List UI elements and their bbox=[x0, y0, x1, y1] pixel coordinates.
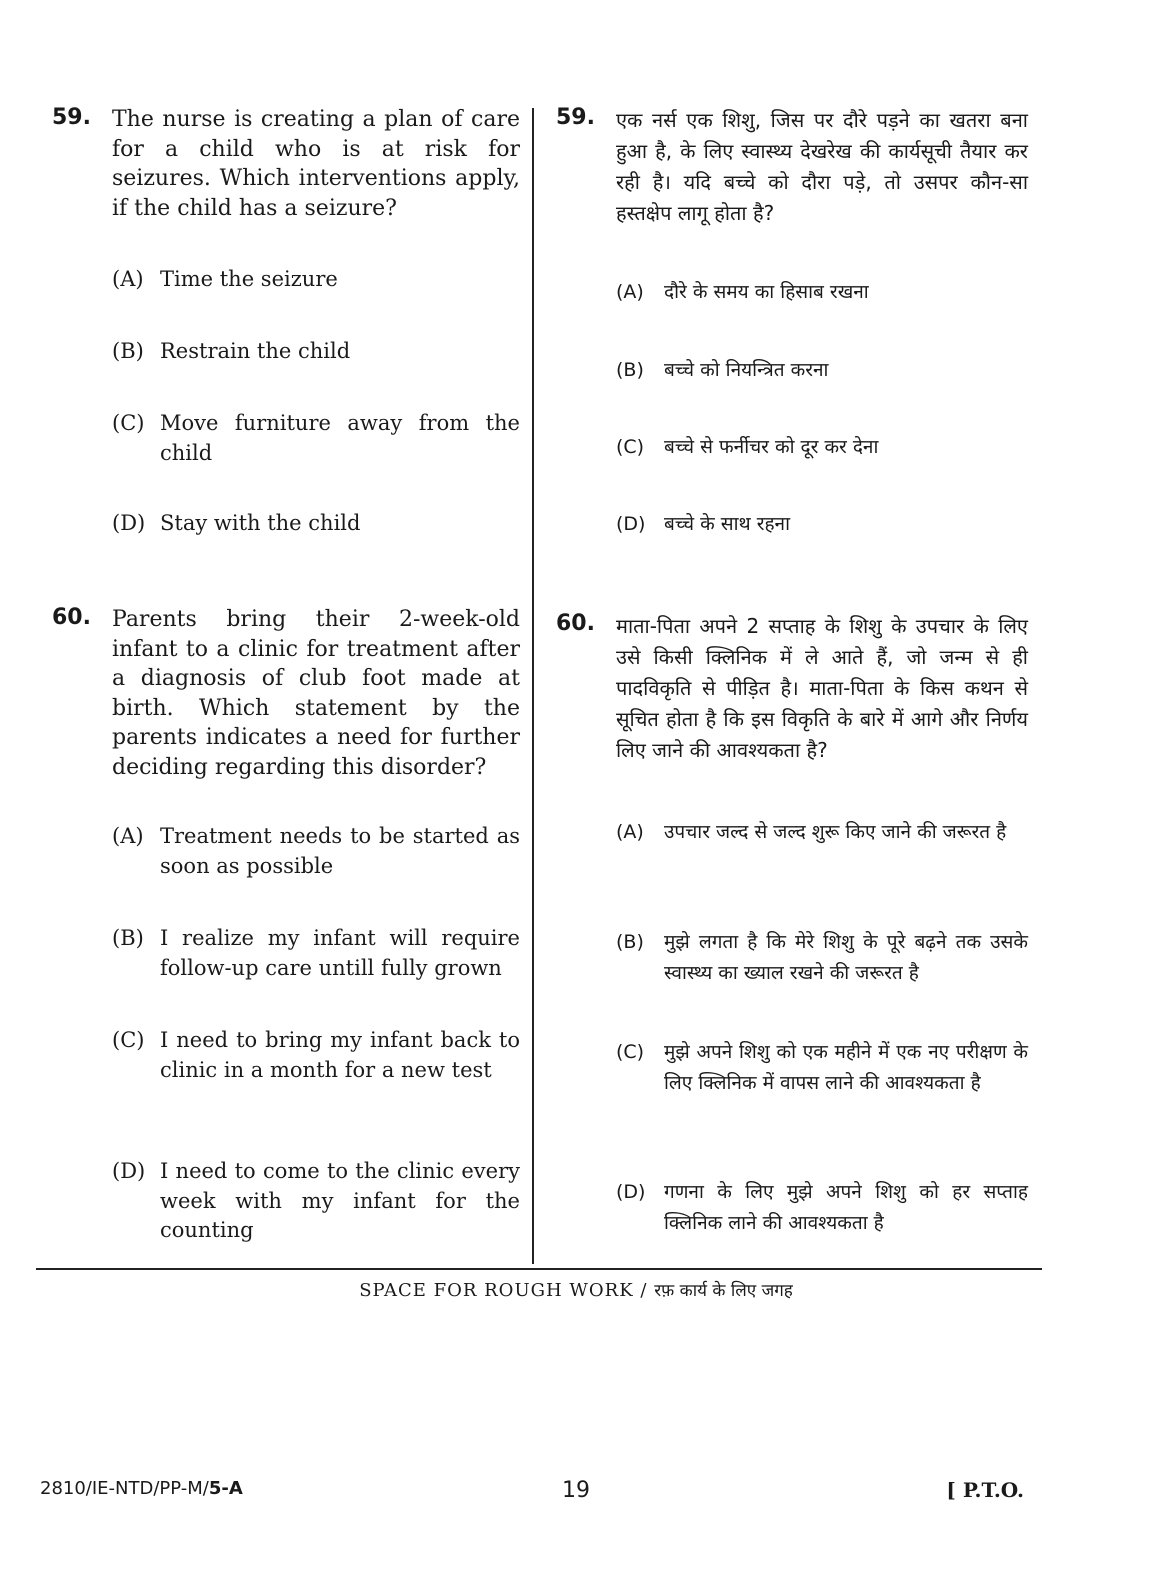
option-text: दौरे के समय का हिसाब रखना bbox=[664, 281, 869, 303]
option-59-a-hi bbox=[616, 277, 1028, 308]
option-59-a-en bbox=[112, 265, 520, 295]
option-label: (C) bbox=[616, 436, 645, 458]
option-59-d-hi bbox=[616, 509, 1028, 540]
option-label: (C) bbox=[112, 1028, 145, 1052]
option-label: (A) bbox=[112, 824, 144, 848]
option-59-d-en bbox=[112, 509, 520, 539]
option-60-c-hi bbox=[616, 1037, 1028, 1099]
rough-work-heading bbox=[0, 1278, 1152, 1301]
option-label: (A) bbox=[616, 821, 644, 843]
option-label: (A) bbox=[616, 281, 644, 303]
option-label: (B) bbox=[112, 926, 144, 950]
option-label: (B) bbox=[616, 931, 644, 953]
option-text: मुझे अपने शिशु को एक महीने में एक नए परीक्षण के लिए क्लिनिक में वापस लाने की आवश्यकता है bbox=[664, 1041, 1028, 1094]
question-number: 60. bbox=[52, 605, 91, 630]
column-divider bbox=[532, 108, 534, 1264]
rough-work-hindi: रफ़ कार्य के लिए जगह bbox=[654, 1281, 793, 1301]
option-label: (D) bbox=[112, 1159, 146, 1183]
option-text: I realize my infant will require follow-up care untill fully grown bbox=[160, 926, 520, 980]
option-60-c-en bbox=[112, 1026, 520, 1085]
question-number: 59. bbox=[556, 105, 595, 130]
option-text: Move furniture away from the child bbox=[160, 411, 520, 465]
option-label: (B) bbox=[616, 359, 644, 381]
question-number: 60. bbox=[556, 611, 595, 636]
question-text: एक नर्स एक शिशु, जिस पर दौरे पड़ने का खतरा बना हुआ है, के लिए स्वास्थ्य देखरेख की कार्यसूची तैयार कर रही है। यदि बच्चे को दौरा पड़े, तो उसपर कौन-सा हस्तक्षेप लागू होता है? bbox=[616, 108, 1028, 225]
option-text: Stay with the child bbox=[160, 511, 361, 535]
booklet-code-series: 5-A bbox=[208, 1478, 243, 1499]
option-60-d-en bbox=[112, 1157, 520, 1246]
option-59-b-en bbox=[112, 337, 520, 367]
option-60-a-en bbox=[112, 822, 520, 881]
option-60-b-hi bbox=[616, 927, 1028, 989]
option-text: मुझे लगता है कि मेरे शिशु के पूरे बढ़ने तक उसके स्वास्थ्य का ख्याल रखने की जरूरत है bbox=[664, 931, 1028, 984]
option-59-c-hi bbox=[616, 432, 1028, 463]
option-label: (C) bbox=[112, 411, 145, 435]
rough-work-divider bbox=[36, 1268, 1042, 1270]
page-number: 19 bbox=[562, 1478, 590, 1503]
please-turn-over: [ P.T.O. bbox=[946, 1478, 1024, 1502]
question-text: माता-पिता अपने 2 सप्ताह के शिशु के उपचार के लिए उसे किसी क्लिनिक में ले आते हैं, जो जन्म से ही पादविकृति से पीड़ित है। माता-पिता के किस कथन से सूचित होता है कि इस विकृति के बारे में आगे और निर्णय लिए जाने की आवश्यकता है? bbox=[616, 614, 1028, 762]
rough-work-english: SPACE FOR ROUGH WORK bbox=[359, 1280, 634, 1301]
option-text: Treatment needs to be started as soon as possible bbox=[160, 824, 520, 878]
question-60-en bbox=[52, 605, 520, 782]
option-text: उपचार जल्द से जल्द शुरू किए जाने की जरूरत है bbox=[664, 821, 1007, 843]
option-label: (B) bbox=[112, 339, 144, 363]
option-label: (D) bbox=[112, 511, 146, 535]
booklet-code-prefix: 2810/IE-NTD/PP-M/ bbox=[40, 1478, 209, 1499]
question-59-en bbox=[52, 105, 520, 223]
option-text: I need to come to the clinic every week with my infant for the counting bbox=[160, 1159, 520, 1242]
option-text: I need to bring my infant back to clinic in a month for a new test bbox=[160, 1028, 520, 1082]
question-60-hi bbox=[556, 611, 1028, 766]
question-text: Parents bring their 2-week-old infant to a clinic for treatment after a diagnosis of club foot made at birth. Which statement by the parents indicates a need for further deciding regarding this disorder? bbox=[112, 607, 520, 780]
option-label: (D) bbox=[616, 1181, 646, 1203]
rough-work-separator: / bbox=[640, 1280, 648, 1301]
question-number: 59. bbox=[52, 105, 91, 130]
option-label: (C) bbox=[616, 1041, 645, 1063]
option-text: गणना के लिए मुझे अपने शिशु को हर सप्ताह क्लिनिक लाने की आवश्यकता है bbox=[664, 1181, 1028, 1234]
option-59-b-hi bbox=[616, 355, 1028, 386]
option-60-a-hi bbox=[616, 817, 1028, 848]
question-59-hi bbox=[556, 105, 1028, 229]
option-60-d-hi bbox=[616, 1177, 1028, 1239]
option-59-c-en bbox=[112, 409, 520, 468]
question-text: The nurse is creating a plan of care for a child who is at risk for seizures. Which interventions apply, if the child has a seizure? bbox=[112, 107, 520, 221]
option-label: (D) bbox=[616, 513, 646, 535]
option-text: बच्चे के साथ रहना bbox=[664, 513, 791, 535]
option-text: Time the seizure bbox=[160, 267, 338, 291]
option-label: (A) bbox=[112, 267, 144, 291]
option-60-b-en bbox=[112, 924, 520, 983]
option-text: बच्चे को नियन्त्रित करना bbox=[664, 359, 829, 381]
option-text: बच्चे से फर्नीचर को दूर कर देना bbox=[664, 436, 879, 458]
option-text: Restrain the child bbox=[160, 339, 351, 363]
